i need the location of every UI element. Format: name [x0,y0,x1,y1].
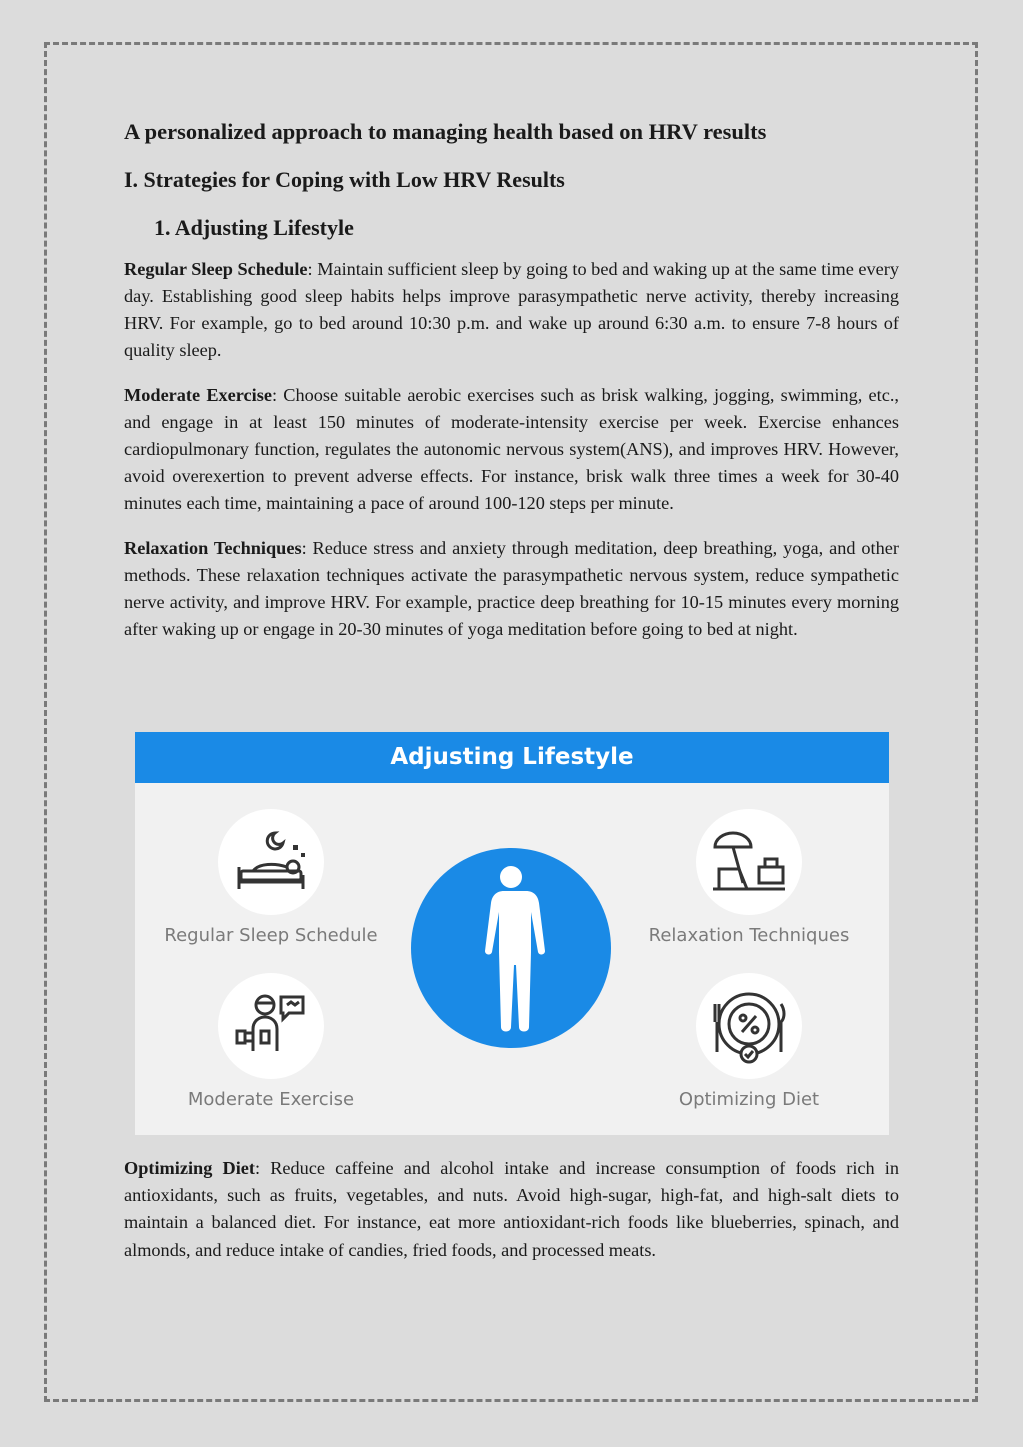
document-body [124,118,899,660]
paragraph-term: Relaxation Techniques [124,537,302,558]
paragraph-term: Regular Sleep Schedule [124,258,308,279]
paragraph-diet [124,1155,899,1264]
paragraph-relaxation [124,535,899,644]
paragraph-sleep [124,256,899,365]
diet-plate-icon [696,973,802,1079]
lifestyle-infographic [135,732,889,1135]
sleep-icon [218,809,324,915]
section-heading: I. Strategies for Coping with Low HRV Results [124,167,565,192]
label-sleep: Regular Sleep Schedule [164,925,378,946]
subsection-heading: 1. Adjusting Lifestyle [154,215,354,241]
paragraph-term: Optimizing Diet [124,1158,255,1178]
paragraph-text: : Reduce caffeine and alcohol intake and increase consumption of foods rich in antioxidants, such as fruits, vegetables, and nuts. Avoid high-sugar, high-fat, and high-salt diets to maintain a balanced diet. For instance, eat more antioxidant-rich foods like blueberries, spinach, and almonds, and reduce intake of candies, fried foods, and processed meats. [124,1158,899,1260]
document-body-continued [124,1155,899,1281]
label-diet: Optimizing Diet [678,1089,820,1110]
document-title: A personalized approach to managing health based on HRV results [124,119,767,144]
exercise-icon [218,973,324,1079]
human-body-icon [411,848,611,1048]
paragraph-term: Moderate Exercise [124,384,272,405]
infographic-header: Adjusting Lifestyle [135,732,889,783]
paragraph-text: : Choose suitable aerobic exercises such as brisk walking, jogging, swimming, etc., and engage in at least 150 minutes of moderate-intensity exercise per week. Exercise enhances cardiopulmonary function, regulates the autonomic nervous system(ANS), and improves HRV. However, avoid overexertion to prevent adverse effects. For instance, brisk walk three times a week for 30-40 minutes each time, maintaining a pace of around 100-120 steps per minute. [124,384,899,514]
label-exercise: Moderate Exercise [187,1089,355,1110]
beach-relax-icon [696,809,802,915]
paragraph-text: : Maintain sufficient sleep by going to bed and waking up at the same time every day. Establishing good sleep habits helps improve parasympathetic nerve activity, thereby increasing HRV. For example, go to bed around 10:30 p.m. and wake up around 6:30 a.m. to ensure 7-8 hours of quality sleep. [124,258,899,361]
label-relaxation: Relaxation Techniques [648,925,850,946]
paragraph-text: : Reduce stress and anxiety through meditation, deep breathing, yoga, and other methods. These relaxation techniques activate the parasympathetic nervous system, reduce sympathetic nerve activity, and improve HRV. For example, practice deep breathing for 10-15 minutes every morning after waking up or engage in 20-30 minutes of yoga meditation before going to bed at night. [124,537,899,640]
paragraph-exercise [124,382,899,518]
